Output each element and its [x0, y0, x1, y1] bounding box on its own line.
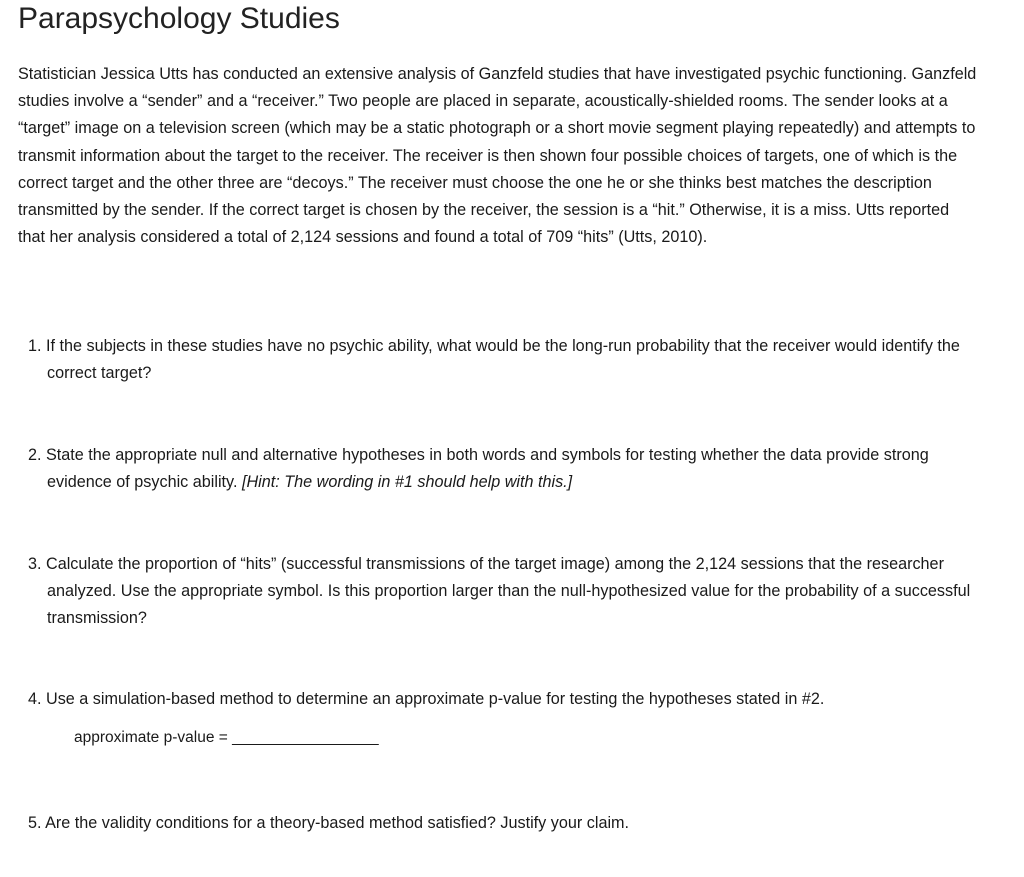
intro-paragraph: Statistician Jessica Utts has conducted an extensive analysis of Ganzfeld studies that have investigated psychic functioning. Ganzfeld studies involve a “sender” and a “receiver.” Two people are placed in separate, acoustically-shielded rooms. The sender looks at a “target” image on a television screen (which may be a static photograph or a short movie segment playing repeatedly) and attempts to transmit information about the target to the receiver. The receiver is then shown four possible choices of targets, one of which is the correct target and the other three are “decoys.” The receiver must choose the one he or she thinks best matches the description transmitted by the sender. If the correct target is chosen by the receiver, the session is a “hit.” Otherwise, it is a miss. Utts reported that her analysis considered a total of 2,124 sessions and found a total of 709 “hits” (Utts, 2010).	[18, 65, 977, 247]
question-5: 5. Are the validity conditions for a theory-based method satisfied? Justify your claim.	[28, 814, 630, 832]
page-title: Parapsychology Studies	[18, 2, 340, 35]
question-2-text: 2. State the appropriate null and alternative hypotheses in both words and symbols for testing whether the data provide strong evidence of psychic ability.	[28, 446, 929, 492]
pvalue-blank: approximate p-value = _________________	[74, 729, 379, 746]
question-2-hint: [Hint: The wording in #1 should help with this.]	[241, 473, 573, 492]
question-1: 1. If the subjects in these studies have no psychic ability, what would be the long-run probability that the receiver would identify the correct target?	[28, 337, 960, 383]
question-3: 3. Calculate the proportion of “hits” (successful transmissions of the target image) among the 2,124 sessions that the researcher analyzed. Use the appropriate symbol. Is this proportion larger than the null-hypothesized value for the probability of a successful transmission?	[28, 555, 971, 628]
question-2	[28, 442, 977, 496]
question-4: 4. Use a simulation-based method to determine an approximate p-value for testing the hypotheses stated in #2.	[28, 690, 825, 708]
